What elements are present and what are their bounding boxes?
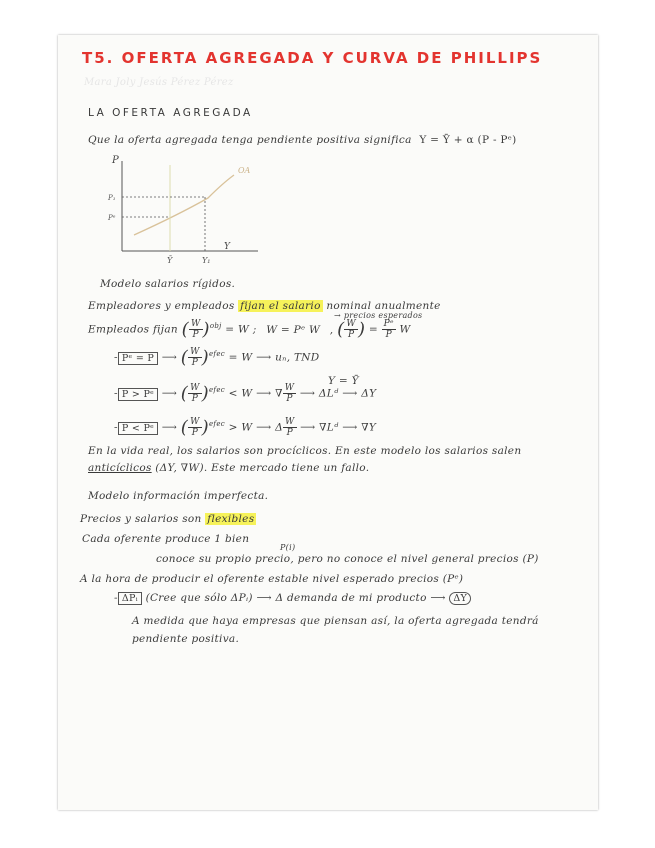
box-p-greater-pe: P > Pᵉ (118, 388, 158, 401)
notebook-page (58, 35, 598, 810)
intro-formula: Y = Ȳ + α (P - Pᵉ) (419, 134, 517, 146)
circle-delta-y: ΔY (449, 592, 471, 605)
conoce-precio: conoce su propio precio, pero no conoce el nivel general precios (P) (156, 553, 539, 565)
box-pe-equals-p: Pᵉ = P (118, 352, 158, 365)
graph-tick-p1: P₁ (108, 194, 116, 202)
intro-line (88, 134, 517, 146)
section-heading: LA OFERTA AGREGADA (88, 107, 253, 119)
highlight-flexibles: flexibles (207, 513, 255, 525)
frac-pe-over-p: $\frac{\text{Pᵉ}}{P}$ (383, 319, 394, 340)
case3-end: ⟶ ∇Lᵈ ⟶ ∇Y (300, 421, 377, 434)
cada-oferente: Cada oferente produce 1 bien (82, 533, 250, 545)
graph-y-label: P (112, 155, 119, 166)
precios-text: Precios y salarios son (80, 513, 202, 525)
graph-tick-y1: Y₁ (202, 256, 211, 265)
case2-result: < W ⟶ ∇ (228, 387, 283, 400)
page-subtitle: Mara Joly Jesús Pérez Pérez (84, 77, 234, 88)
modelo-informacion: Modelo información imperfecta. (88, 490, 269, 502)
as-curve (134, 175, 234, 235)
graph-tick-pe: Pᵉ (108, 214, 116, 222)
precios-flexibles-line (80, 513, 256, 525)
empleados-fijan-line: Empleados fijan ( $\frac{W}{P})^{obj} = W$ ; W = Pᵉ W , ( $\frac{W}{P}$) = $\frac{\text{Pᵉ}}{P}$ W (88, 319, 411, 340)
delta-pi-rest: (Cree que sólo ΔPᵢ) ⟶ Δ demanda de mi producto ⟶ (145, 592, 446, 604)
frac-w-over-p-2: $\frac{W}{P}$ (346, 319, 356, 340)
empleadores-text-a: Empleadores y empleados (88, 300, 235, 312)
case1-line2: Y = Ȳ (328, 375, 359, 387)
delta-pi-line: - ΔPᵢ (Cree que sólo ΔPᵢ) ⟶ Δ demanda de mi producto ⟶ ΔY (114, 592, 471, 604)
intro-text: Que la oferta agregada tenga pendiente positiva significa (88, 134, 412, 146)
vida-real-line-2-rest: (ΔY, ∇W). Este mercado tiene un fallo. (155, 462, 370, 474)
precios-esperados-note: → precios esperados (334, 311, 423, 320)
page-title: T5. OFERTA AGREGADA Y CURVA DE PHILLIPS (82, 49, 543, 67)
aggregate-supply-graph (98, 153, 268, 268)
box-delta-pi: ΔPᵢ (118, 592, 142, 605)
graph-curve-label: OA (238, 166, 251, 175)
eq-w: = W ; (225, 323, 257, 336)
empleados-fijan-label: Empleados fijan (88, 323, 178, 336)
modelo-rigidos: Modelo salarios rígidos. (100, 278, 236, 290)
medida-line-2: pendiente positiva. (132, 633, 240, 645)
box-p-less-pe: P < Pᵉ (118, 422, 158, 435)
highlight-fijan-salario: fijan el salario (240, 300, 321, 312)
hora-producir: A la hora de producir el oferente estable nivel esperado precios (Pᵉ) (80, 573, 464, 585)
case-p-greater-pe: - P > Pᵉ ⟶ ( $\frac{W}{P})^{efec} < W$ ⟶ ∇ $\frac{W}{P}$ ⟶ ΔLᵈ ⟶ ΔY (114, 383, 377, 404)
case-p-less-pe: - P < Pᵉ ⟶ ( $\frac{W}{P})^{efec} > W$ ⟶ Δ $\frac{W}{P}$ ⟶ ∇Lᵈ ⟶ ∇Y (114, 417, 377, 438)
frac-w-over-p: $\frac{W}{P}$ (190, 319, 201, 340)
vida-real-line-2 (88, 462, 369, 474)
pi-label: P(i) (280, 543, 296, 552)
vida-real-line-1: En la vida real, los salarios son procíclicos. En este modelo los salarios salen (88, 445, 522, 457)
case2-end: ⟶ ΔLᵈ ⟶ ΔY (299, 387, 377, 400)
case-pe-equals-p: - Pᵉ = P ⟶ ( $\frac{W}{P})^{efec} = W$ ⟶ uₙ, TND (114, 347, 320, 368)
graph-tick-ybar: Ȳ (167, 256, 173, 265)
graph-x-label: Y (224, 242, 230, 252)
anticiclicos-underlined: anticíclicos (88, 462, 152, 474)
empleadores-text-b: nominal anualmente (326, 300, 441, 312)
medida-line-1: A medida que haya empresas que piensan así, la oferta agregada tendrá (132, 615, 539, 627)
w-eq-pe-w: W = Pᵉ W (266, 323, 321, 336)
case1-result: = W ⟶ uₙ, TND (228, 351, 320, 364)
case3-result: > W ⟶ Δ (228, 421, 283, 434)
